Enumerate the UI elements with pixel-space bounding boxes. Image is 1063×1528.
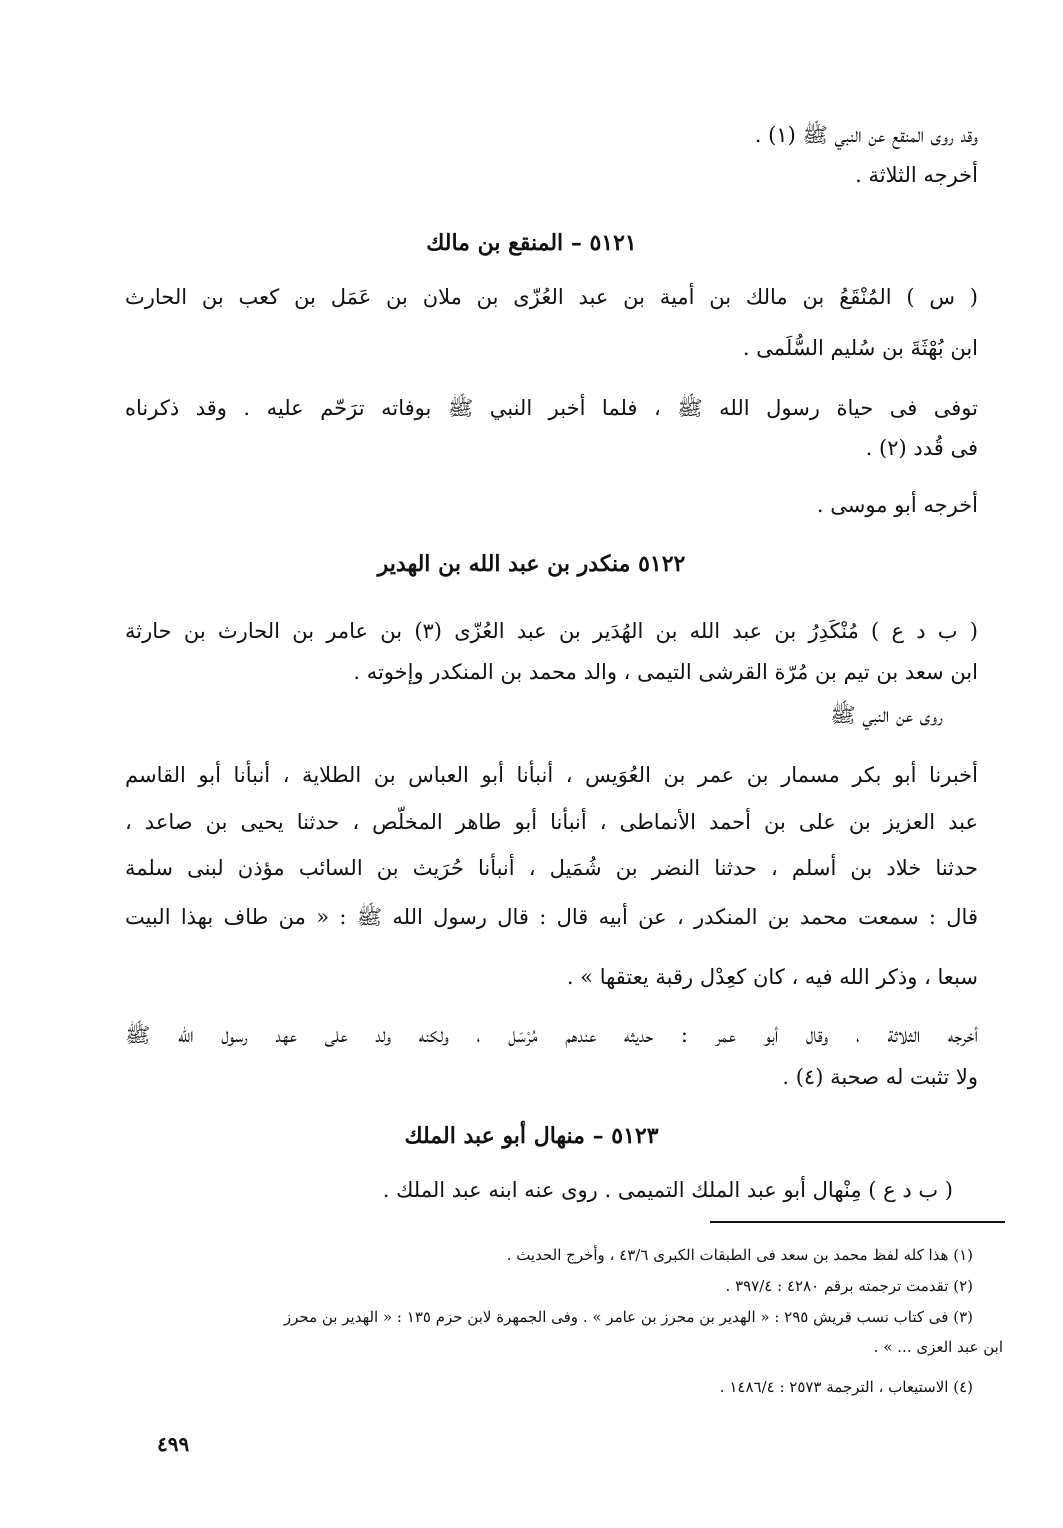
text-line: ولا تثبت له صحبة (٤) . xyxy=(782,1065,978,1089)
footnote-divider xyxy=(710,1221,1005,1223)
text-line: سبعا ، وذكر الله فيه ، كان كعِدْل رقبة يعتقها » . xyxy=(566,965,978,989)
footnote: (٤) الاستيعاب ، الترجمة ٢٥٧٣ : ١٤٨٦/٤ . xyxy=(719,1378,973,1396)
text-line: ابن بُهْثَةَ بن سُليم السُّلَمى . xyxy=(742,336,978,360)
text-line: وقد روى المنقع عن النبي ﷺ (١) . xyxy=(754,123,978,147)
entry-heading: ٥١٢١ – المنقع بن مالك xyxy=(426,230,637,256)
text-line: فى قُدد (٢) . xyxy=(865,436,978,460)
text-line: أخبرنا أبو بكر مسمار بن عمر بن العُوَيس ، أنبأنا أبو العباس بن الطلاية ، أنبأنا أبو القاسم xyxy=(125,763,978,787)
text-line: ( س ) المُنْقَعُ بن مالك بن أمية بن عبد العُزّى بن ملان بن عَمَل بن كعب بن الحارث xyxy=(125,285,978,309)
text-line: روى عن النبي ﷺ xyxy=(830,703,943,727)
text-line: توفى فى حياة رسول الله ﷺ ، فلما أخبر النبي ﷺ بوفاته ترَحّم عليه . وقد ذكرناه xyxy=(125,396,978,420)
text-line: عبد العزيز بن على بن أحمد الأنماطى ، أنبأنا أبو طاهر المخلّص ، حدثنا يحيى بن صاعد ، xyxy=(125,810,978,834)
text-line: حدثنا خلاد بن أسلم ، حدثنا النضر بن شُمَيل ، أنبأنا حُرَيث بن السائب مؤذن لبنى سلمة xyxy=(125,856,978,880)
text-line: ( ب د ع ) مُنْكَدِرُ بن عبد الله بن الهُدَير بن عبد العُزّى (٣) بن عامر بن الحارث بن حارثة xyxy=(125,619,978,643)
entry-heading: ٥١٢٣ – منهال أبو عبد الملك xyxy=(404,1123,659,1149)
footnote: (١) هذا كله لفظ محمد بن سعد فى الطبقات الكبرى ٤٣/٦ ، وأخرج الحديث . xyxy=(506,1246,973,1264)
footnote: (٣) فى كتاب نسب قريش ٢٩٥ : « الهدير بن محرز بن عامر » . وفى الجمهرة لابن حزم ١٣٥ : « الهدير بن محرز xyxy=(283,1308,973,1326)
footnote: ابن عبد العزى ... » . xyxy=(873,1338,1003,1356)
page-number: ٤٩٩ xyxy=(157,1432,190,1456)
text-line: قال : سمعت محمد بن المنكدر ، عن أبيه قال : قال رسول الله ﷺ : « من طاف بهذا البيت xyxy=(125,905,978,929)
text-line: أخرجه الثلاثة ، وقال أبو عمر : حديثه عندهم مُرْسَل ، ولكنه ولد على عهد رسول الله ﷺ xyxy=(125,1023,978,1047)
text-line: أخرجه أبو موسى . xyxy=(816,493,978,517)
text-line: ( ب د ع ) مِنْهال أبو عبد الملك التميمى . روى عنه ابنه عبد الملك . xyxy=(382,1178,953,1202)
text-line: أخرجه الثلاثة . xyxy=(855,163,978,187)
text-line: ابن سعد بن تيم بن مُرّة القرشى التيمى ، والد محمد بن المنكدر وإخوته . xyxy=(353,660,978,684)
entry-heading: ٥١٢٢ منكدر بن عبد الله بن الهدير xyxy=(377,551,686,577)
footnote: (٢) تقدمت ترجمته برقم ٤٢٨٠ : ٣٩٧/٤ . xyxy=(725,1277,973,1295)
